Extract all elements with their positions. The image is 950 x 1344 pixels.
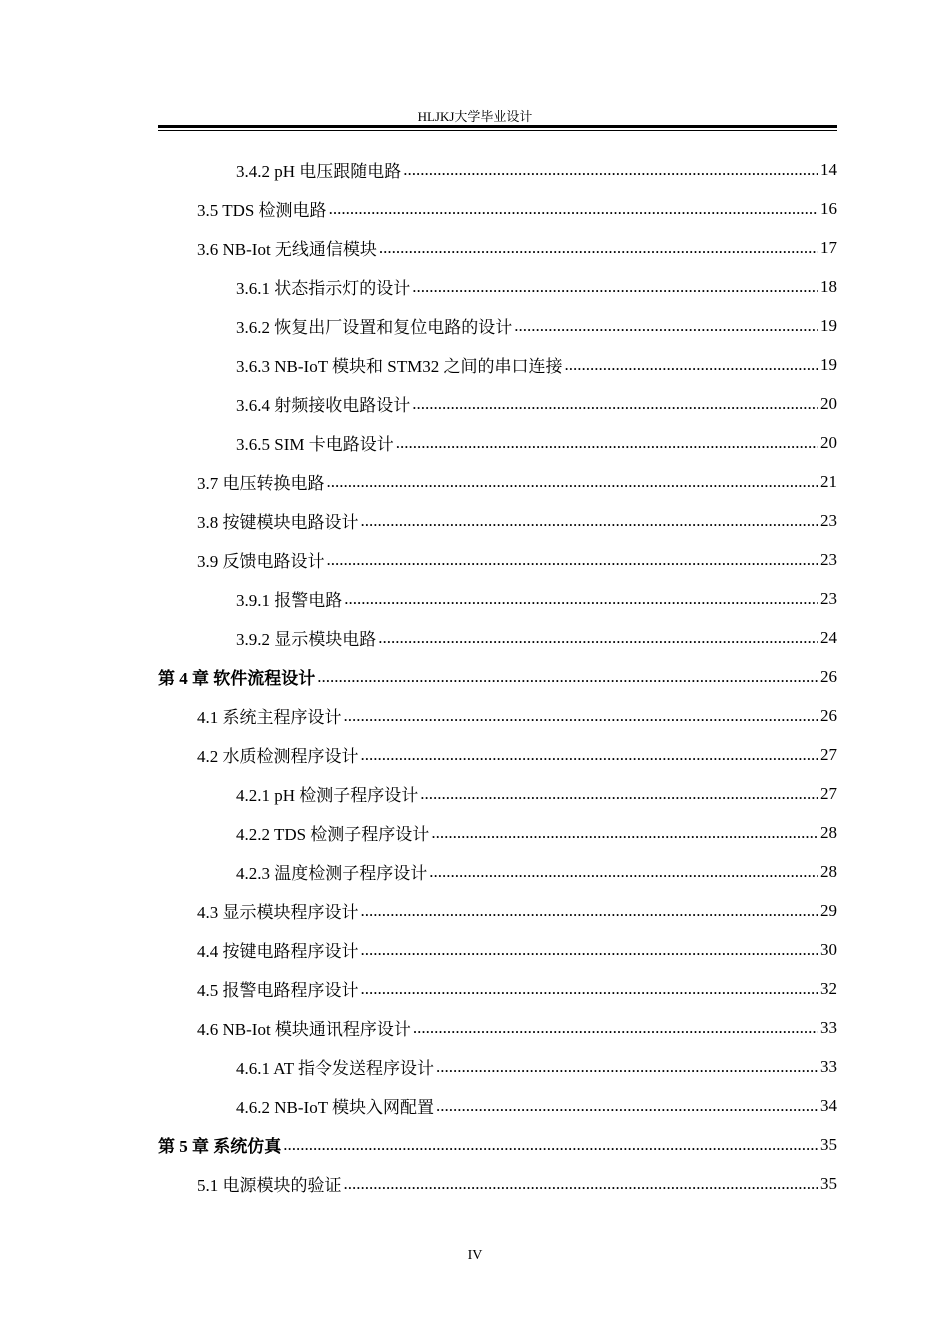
- toc-entry[interactable]: [236, 267, 837, 306]
- toc-entry[interactable]: [197, 228, 837, 267]
- toc-entry[interactable]: [236, 813, 837, 852]
- page-number: IV: [467, 1248, 483, 1263]
- toc-leader-dots: [361, 979, 819, 999]
- toc-entry-title: 4.2.3 温度检测子程序设计: [236, 864, 428, 883]
- toc-entry-title: 5.1 电源模块的验证: [197, 1176, 342, 1195]
- toc-leader-dots: [514, 316, 818, 336]
- toc-leader-dots: [413, 1018, 818, 1038]
- toc-leader-dots: [361, 940, 819, 960]
- toc-leader-dots: [317, 667, 818, 687]
- toc-entry[interactable]: [197, 462, 837, 501]
- toc-entry[interactable]: [197, 1008, 837, 1047]
- toc-leader-dots: [412, 394, 818, 414]
- toc-entry-page: 17: [820, 237, 837, 257]
- toc-entry-page: 35: [820, 1173, 837, 1193]
- toc-entry-title: 4.2.2 TDS 检测子程序设计: [236, 825, 430, 844]
- toc-entry-page: 19: [820, 354, 837, 374]
- toc-entry[interactable]: [236, 618, 837, 657]
- toc-entry[interactable]: [236, 384, 837, 423]
- toc-entry-page: 16: [820, 198, 837, 218]
- toc-entry-page: 28: [820, 822, 837, 842]
- toc-entry-title: 3.6.2 恢复出厂设置和复位电路的设计: [236, 318, 513, 337]
- toc-leader-dots: [420, 784, 818, 804]
- toc-entry-title: 第 4 章 软件流程设计: [158, 669, 316, 688]
- toc-entry-title: 4.6.1 AT 指令发送程序设计: [236, 1059, 435, 1078]
- toc-entry[interactable]: [236, 150, 837, 189]
- toc-leader-dots: [344, 589, 818, 609]
- toc-entry-page: 20: [820, 393, 837, 413]
- toc-entry-page: 27: [820, 744, 837, 764]
- toc-entry-title: 第 5 章 系统仿真: [158, 1137, 282, 1156]
- toc-entry-title: 3.6 NB-Iot 无线通信模块: [197, 240, 377, 259]
- toc-entry-title: 3.5 TDS 检测电路: [197, 201, 327, 220]
- toc-leader-dots: [361, 511, 819, 531]
- toc-entry[interactable]: [197, 891, 837, 930]
- toc-leader-dots: [564, 355, 818, 375]
- running-header: HLJKJ大学毕业设计: [417, 109, 533, 124]
- toc-entry[interactable]: [236, 774, 837, 813]
- toc-entry-page: 24: [820, 627, 837, 647]
- toc-entry-page: 28: [820, 861, 837, 881]
- toc-entry-title: 3.6.4 射频接收电路设计: [236, 396, 411, 415]
- toc-chapter-entry[interactable]: [158, 1125, 837, 1164]
- toc-leader-dots: [327, 550, 819, 570]
- toc-entry[interactable]: [197, 735, 837, 774]
- header-rule-thick: [158, 125, 837, 128]
- toc-entry-title: 3.6.3 NB-IoT 模块和 STM32 之间的串口连接: [236, 357, 563, 376]
- toc-entry-title: 4.1 系统主程序设计: [197, 708, 342, 727]
- toc-entry-page: 14: [820, 159, 837, 179]
- toc-entry[interactable]: [236, 1047, 837, 1086]
- toc-entry-page: 21: [820, 471, 837, 491]
- toc-leader-dots: [403, 160, 818, 180]
- toc-entry[interactable]: [236, 1086, 837, 1125]
- toc-entry-page: 27: [820, 783, 837, 803]
- toc-entry-title: 4.3 显示模块程序设计: [197, 903, 359, 922]
- toc-entry[interactable]: [236, 306, 837, 345]
- toc-entry[interactable]: [197, 969, 837, 1008]
- toc-leader-dots: [361, 901, 819, 921]
- toc-entry-page: 32: [820, 978, 837, 998]
- toc-entry[interactable]: [197, 930, 837, 969]
- toc-entry-page: 23: [820, 588, 837, 608]
- toc-entry-page: 29: [820, 900, 837, 920]
- toc-entry-page: 20: [820, 432, 837, 452]
- toc-entry-title: 4.6.2 NB-IoT 模块入网配置: [236, 1098, 435, 1117]
- toc-leader-dots: [431, 823, 818, 843]
- toc-entry-title: 3.9.1 报警电路: [236, 591, 343, 610]
- toc-entry[interactable]: [236, 345, 837, 384]
- toc-entry-page: 35: [820, 1134, 837, 1154]
- header-rule-thin: [158, 130, 837, 131]
- toc-entry[interactable]: [236, 579, 837, 618]
- toc-entry-page: 26: [820, 705, 837, 725]
- toc-entry[interactable]: [197, 189, 837, 228]
- toc-entry-page: 26: [820, 666, 837, 686]
- toc-entry-title: 3.7 电压转换电路: [197, 474, 325, 493]
- toc-entry-title: 4.6 NB-Iot 模块通讯程序设计: [197, 1020, 411, 1039]
- toc-entry-title: 4.2.1 pH 检测子程序设计: [236, 786, 419, 805]
- toc-leader-dots: [436, 1096, 818, 1116]
- toc-entry-title: 3.8 按键模块电路设计: [197, 513, 359, 532]
- toc-leader-dots: [361, 745, 819, 765]
- toc-entry[interactable]: [236, 852, 837, 891]
- toc-entry-page: 34: [820, 1095, 837, 1115]
- toc-entry[interactable]: [197, 1164, 837, 1203]
- toc-leader-dots: [344, 706, 819, 726]
- toc-entry-title: 3.6.5 SIM 卡电路设计: [236, 435, 394, 454]
- toc-leader-dots: [329, 199, 818, 219]
- toc-leader-dots: [429, 862, 818, 882]
- toc-entry-page: 30: [820, 939, 837, 959]
- toc-leader-dots: [327, 472, 819, 492]
- toc-leader-dots: [396, 433, 818, 453]
- toc-entry[interactable]: [236, 423, 837, 462]
- toc-chapter-entry[interactable]: [158, 657, 837, 696]
- toc-entry[interactable]: [197, 696, 837, 735]
- toc-entry[interactable]: [197, 501, 837, 540]
- toc-leader-dots: [344, 1174, 819, 1194]
- toc-entry-title: 3.9 反馈电路设计: [197, 552, 325, 571]
- toc-entry-page: 19: [820, 315, 837, 335]
- toc-leader-dots: [378, 628, 818, 648]
- toc-entry-title: 4.4 按键电路程序设计: [197, 942, 359, 961]
- toc-entry-title: 3.6.1 状态指示灯的设计: [236, 279, 411, 298]
- toc-entry-page: 18: [820, 276, 837, 296]
- toc-leader-dots: [412, 277, 818, 297]
- toc-leader-dots: [379, 238, 818, 258]
- toc-entry-page: 23: [820, 549, 837, 569]
- toc-entry-title: 3.9.2 显示模块电路: [236, 630, 377, 649]
- toc-entry-page: 33: [820, 1056, 837, 1076]
- toc-entry-page: 23: [820, 510, 837, 530]
- toc-leader-dots: [283, 1135, 818, 1155]
- toc-entry-page: 33: [820, 1017, 837, 1037]
- toc-entry-title: 4.5 报警电路程序设计: [197, 981, 359, 1000]
- toc-entry-title: 3.4.2 pH 电压跟随电路: [236, 162, 402, 181]
- toc-leader-dots: [436, 1057, 818, 1077]
- toc-entry-title: 4.2 水质检测程序设计: [197, 747, 359, 766]
- toc-entry[interactable]: [197, 540, 837, 579]
